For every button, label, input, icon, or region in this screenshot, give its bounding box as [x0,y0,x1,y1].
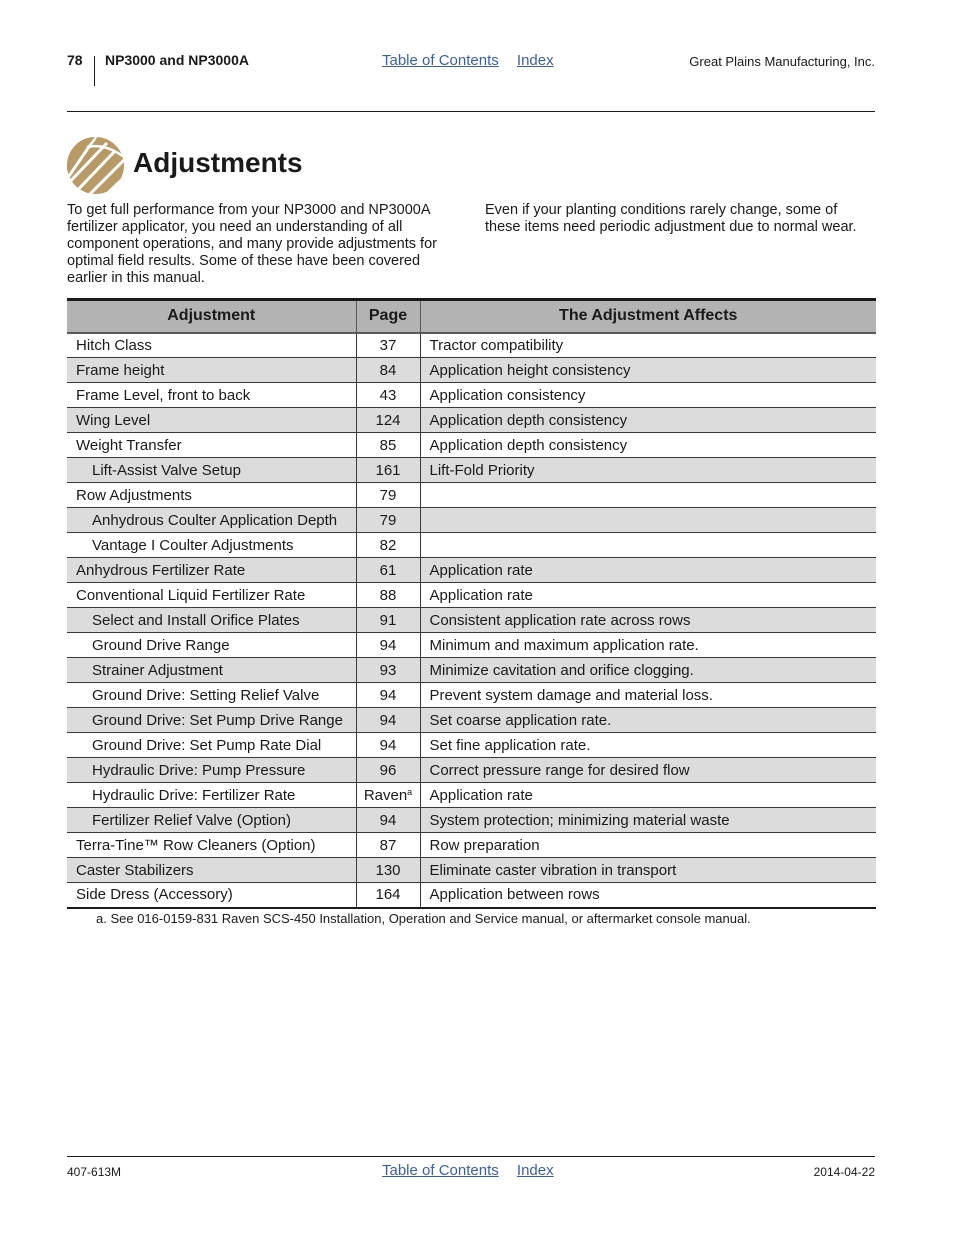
table-row [67,758,876,783]
adjustment-cell: Lift-Assist Valve Setup [67,458,356,483]
adjustment-cell: Hitch Class [67,333,356,358]
table-row [67,733,876,758]
adjustment-cell: Ground Drive: Set Pump Drive Range [67,708,356,733]
column-header-adjustment: Adjustment [67,300,356,333]
page-cell: 87 [356,833,420,858]
affects-cell: Application rate [420,583,876,608]
table-row [67,658,876,683]
affects-cell: Eliminate caster vibration in transport [420,858,876,883]
column-header-page: Page [356,300,420,333]
footer-index-link[interactable]: Index [516,1162,554,1179]
footer-rule [67,1156,875,1157]
table-row [67,433,876,458]
affects-cell: Minimum and maximum application rate. [420,633,876,658]
adjustment-cell: Side Dress (Accessory) [67,883,356,908]
table-row [67,533,876,558]
table-row [67,808,876,833]
adjustment-cell: Frame Level, front to back [67,383,356,408]
table-of-contents-link[interactable]: Table of Contents [382,52,499,69]
page-cell: 124 [356,408,420,433]
header-divider [94,56,95,86]
affects-cell: Application depth consistency [420,408,876,433]
affects-cell: Consistent application rate across rows [420,608,876,633]
adjustment-cell: Vantage I Coulter Adjustments [67,533,356,558]
adjustments-table [67,298,876,909]
table-row [67,558,876,583]
adjustment-cell: Hydraulic Drive: Pump Pressure [67,758,356,783]
table-row [67,633,876,658]
affects-cell: Application rate [420,558,876,583]
revision-date: 2014-04-22 [813,1165,875,1179]
adjustment-cell: Hydraulic Drive: Fertilizer Rate [67,783,356,808]
affects-cell: Application rate [420,783,876,808]
company-name: Great Plains Manufacturing, Inc. [689,54,875,69]
affects-cell: Set coarse application rate. [420,708,876,733]
affects-cell [420,483,876,508]
page-cell: 93 [356,658,420,683]
footer-table-of-contents-link[interactable]: Table of Contents [382,1162,499,1179]
affects-cell: Application depth consistency [420,433,876,458]
page-cell: 94 [356,733,420,758]
page-cell: 88 [356,583,420,608]
page-value: Raven [363,786,408,804]
affects-cell: Prevent system damage and material loss. [420,683,876,708]
page-cell: 161 [356,458,420,483]
affects-cell: Minimize cavitation and orifice clogging. [420,658,876,683]
adjustment-cell: Anhydrous Coulter Application Depth [67,508,356,533]
page-cell [356,783,420,808]
table-row [67,583,876,608]
page-cell: 94 [356,708,420,733]
adjustment-cell: Conventional Liquid Fertilizer Rate [67,583,356,608]
adjustment-cell: Row Adjustments [67,483,356,508]
table-header-row [67,300,876,333]
affects-cell: Application between rows [420,883,876,908]
page-cell: 79 [356,508,420,533]
page-cell: 43 [356,383,420,408]
part-number: 407-613M [67,1165,122,1179]
table-footnote: a. See 016-0159-831 Raven SCS-450 Installation, Operation and Service manual, or aftermarket console manual. [96,911,751,926]
adjustment-cell: Caster Stabilizers [67,858,356,883]
page-cell: 94 [356,633,420,658]
table-row [67,833,876,858]
affects-cell: System protection; minimizing material waste [420,808,876,833]
page-title: Adjustments [133,147,303,178]
page-cell: 61 [356,558,420,583]
page-cell: 96 [356,758,420,783]
intro-paragraph-left: To get full performance from your NP3000 and NP3000A fertilizer applicator, you need an understanding of all component operations, and many provide adjustments for optimal field results. Some of these have been covered earlier in this manual. [67,202,437,286]
affects-cell [420,533,876,558]
table-row [67,483,876,508]
adjustment-cell: Fertilizer Relief Valve (Option) [67,808,356,833]
page-cell: 79 [356,483,420,508]
affects-cell [420,508,876,533]
adjustment-cell: Ground Drive: Set Pump Rate Dial [67,733,356,758]
page-cell: 37 [356,333,420,358]
page-cell: 82 [356,533,420,558]
table-row [67,508,876,533]
page-cell: 85 [356,433,420,458]
adjustment-cell: Frame height [67,358,356,383]
table-row [67,383,876,408]
page-cell: 91 [356,608,420,633]
affects-cell: Application height consistency [420,358,876,383]
table-row [67,358,876,383]
page-cell: 84 [356,358,420,383]
header-rule [67,111,875,112]
intro-paragraph-right: Even if your planting conditions rarely change, some of these items need periodic adjustment due to normal wear. [485,202,857,235]
table-row [67,408,876,433]
page-footer [67,1162,875,1186]
column-header-affects: The Adjustment Affects [420,300,876,333]
adjustment-cell: Wing Level [67,408,356,433]
great-plains-logo-icon [67,137,124,194]
table-row [67,883,876,908]
page-header [67,52,875,88]
table-row [67,458,876,483]
table-row [67,858,876,883]
index-link[interactable]: Index [516,52,554,69]
page-cell: 94 [356,683,420,708]
affects-cell: Tractor compatibility [420,333,876,358]
header-nav [382,52,568,69]
table-row [67,683,876,708]
affects-cell: Lift-Fold Priority [420,458,876,483]
adjustment-cell: Strainer Adjustment [67,658,356,683]
adjustment-cell: Ground Drive: Setting Relief Valve [67,683,356,708]
adjustment-cell: Weight Transfer [67,433,356,458]
adjustment-cell: Select and Install Orifice Plates [67,608,356,633]
page-cell: 164 [356,883,420,908]
page-cell: 94 [356,808,420,833]
table-row [67,708,876,733]
affects-cell: Set fine application rate. [420,733,876,758]
table-row [67,783,876,808]
page-number: 78 [67,52,83,68]
document-title: NP3000 and NP3000A [105,52,249,68]
affects-cell: Application consistency [420,383,876,408]
adjustment-cell: Anhydrous Fertilizer Rate [67,558,356,583]
footer-nav [382,1162,568,1179]
page-cell: 130 [356,858,420,883]
table-row [67,333,876,358]
affects-cell: Row preparation [420,833,876,858]
footnote-marker: a [407,786,413,797]
adjustment-cell: Terra-Tine™ Row Cleaners (Option) [67,833,356,858]
table-row [67,608,876,633]
adjustment-cell: Ground Drive Range [67,633,356,658]
affects-cell: Correct pressure range for desired flow [420,758,876,783]
